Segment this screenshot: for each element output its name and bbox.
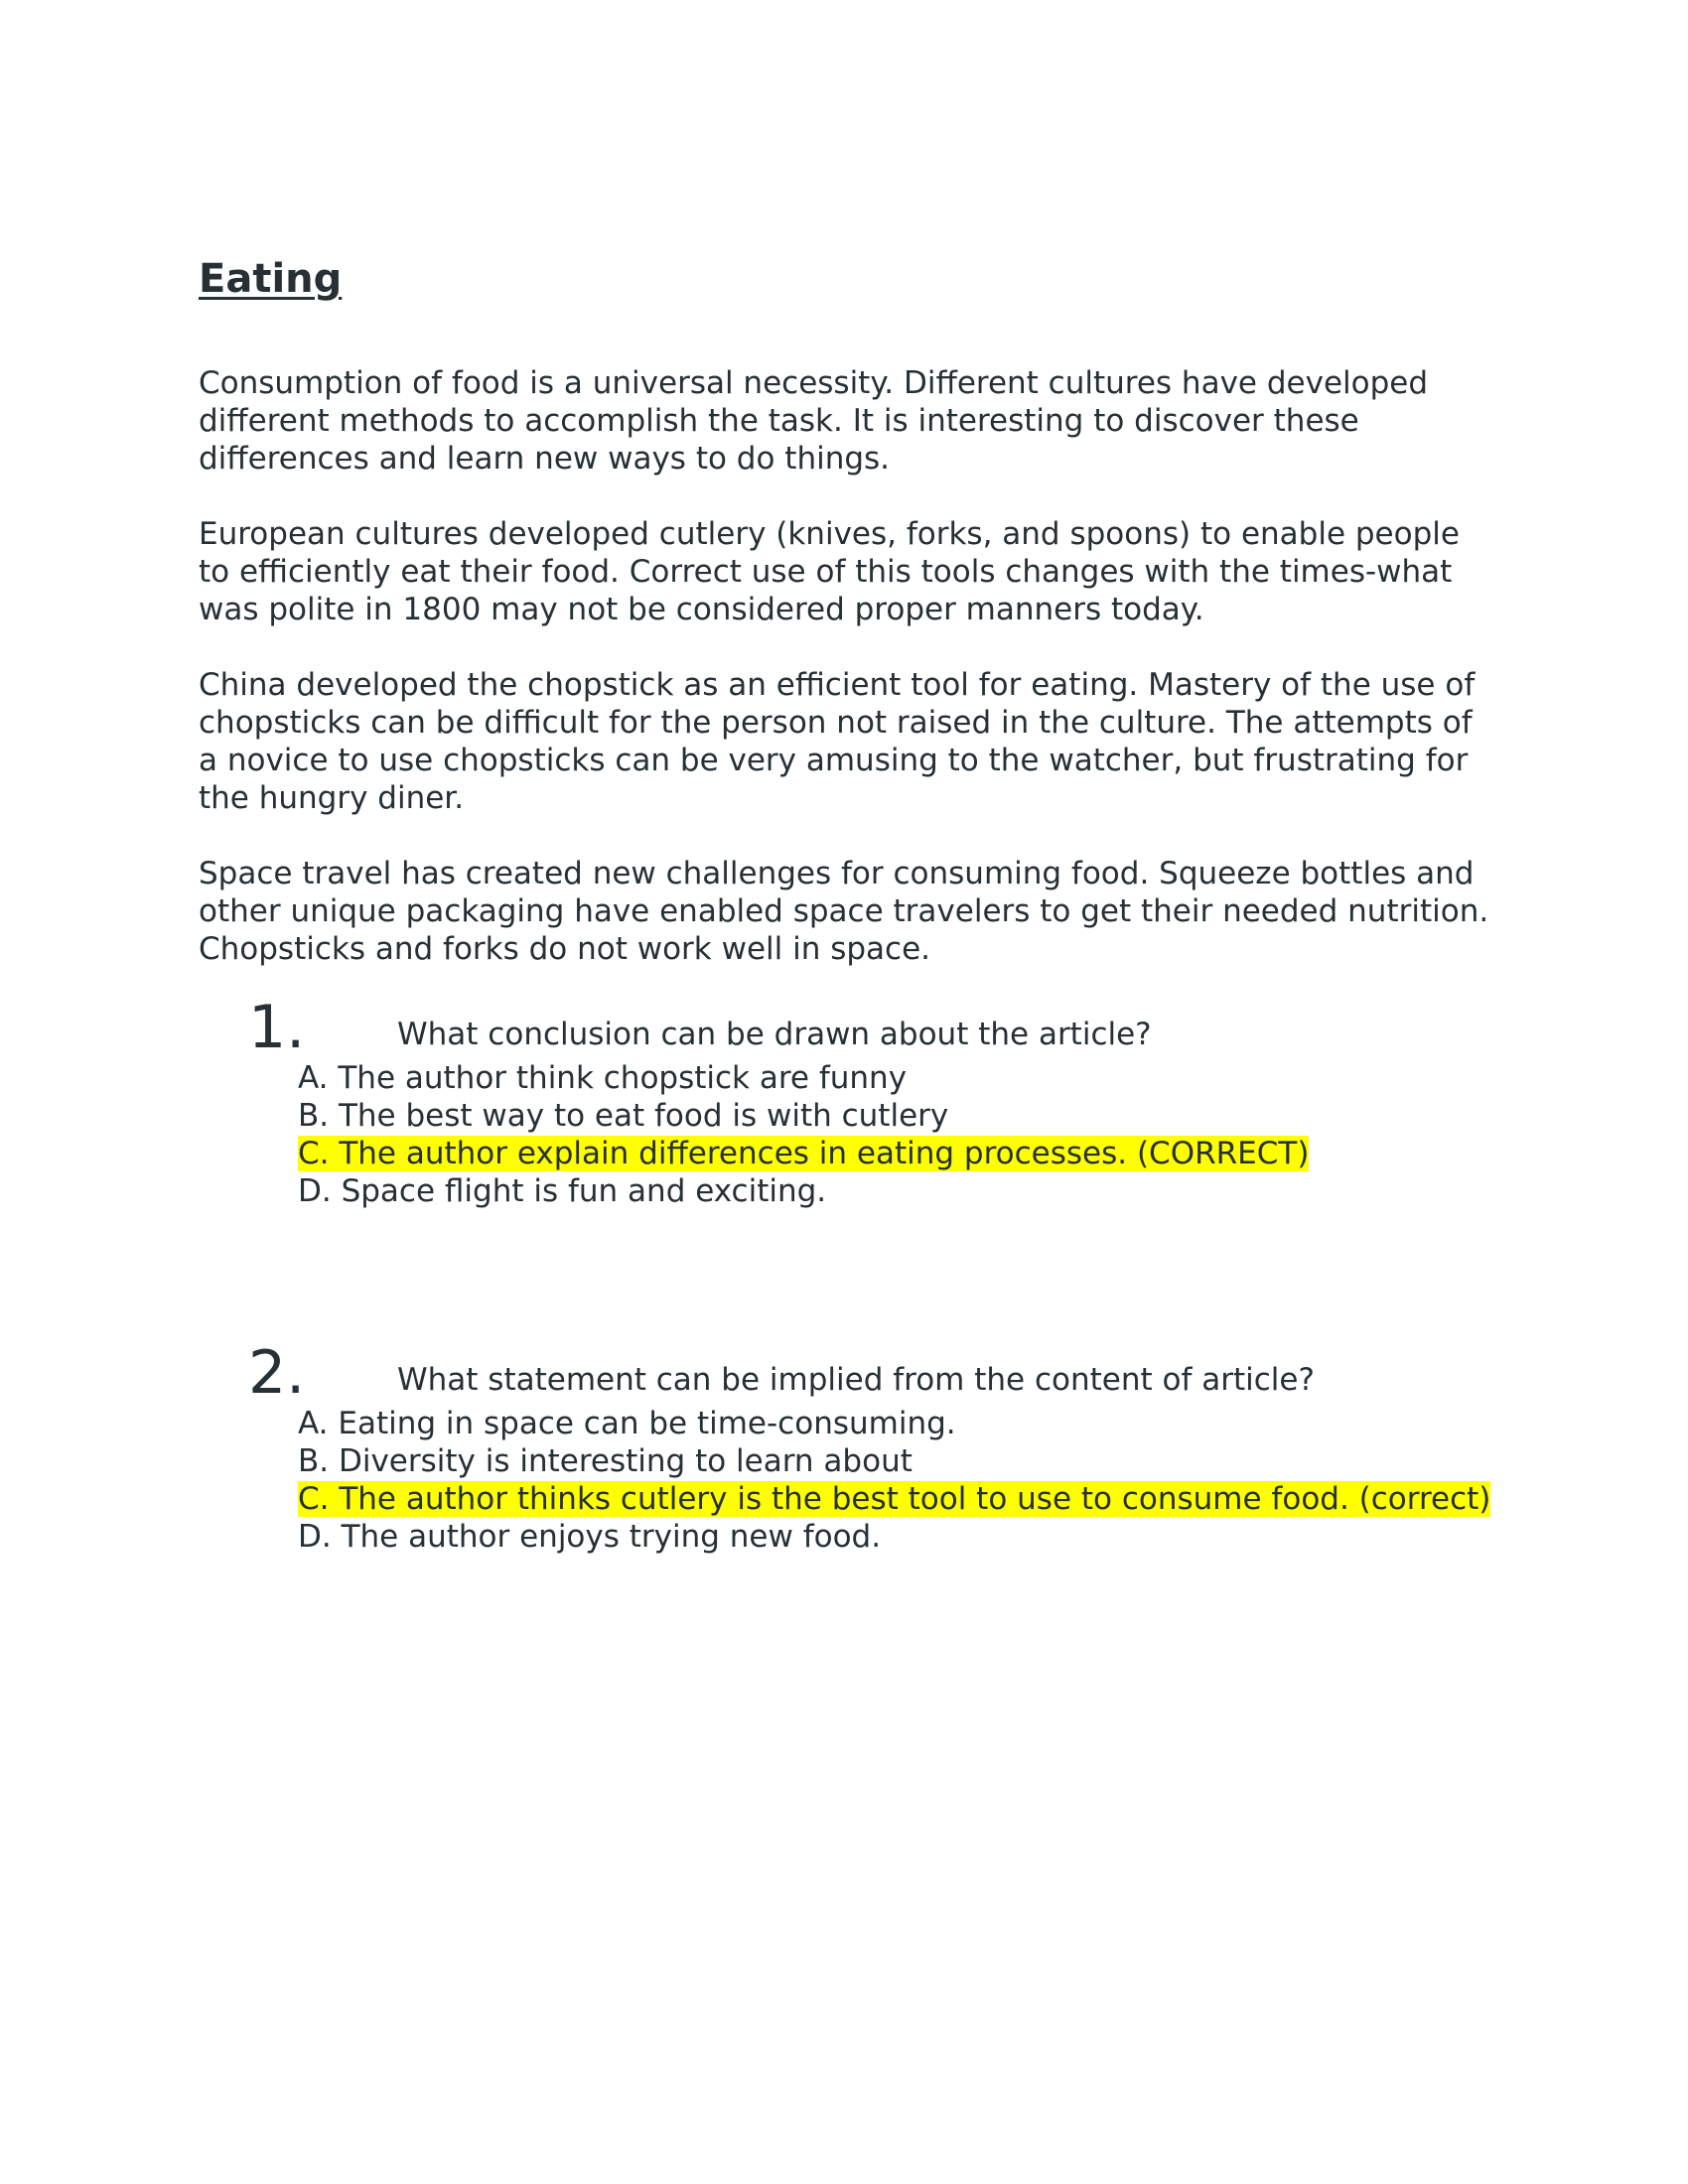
question-text: What conclusion can be drawn about the article? — [397, 1017, 1152, 1052]
question-1 — [199, 993, 1489, 1210]
answer-option — [298, 1097, 1489, 1135]
document-title: Eating — [199, 256, 343, 302]
answer-option — [298, 1172, 1489, 1210]
answer-option — [298, 1518, 1489, 1556]
paragraph-space: Space travel has created new challenges for consuming food. Squeeze bottles and other unique packaging have enabled space travelers to get their needed nutrition. Chopsticks and forks do not work well in space. — [199, 856, 1489, 967]
answer-option — [298, 1059, 1489, 1097]
answer-option-text: D. The author enjoys trying new food. — [298, 1519, 882, 1555]
question-2 — [199, 1338, 1491, 1556]
highlighted-answer-text: C. The author thinks cutlery is the best tool to use to consume food. (correct) — [298, 1481, 1491, 1517]
paragraph-intro: Consumption of food is a universal necessity. Different cultures have developed different methods to accomplish the task. It is interesting to discover these differences and learn new ways to do things. — [199, 365, 1429, 477]
highlighted-answer-text: C. The author explain differences in eating processes. (CORRECT) — [298, 1136, 1310, 1171]
paragraph-european: European cultures developed cutlery (knives, forks, and spoons) to enable people to efficiently eat their food. Correct use of this tools changes with the times-what was polite in 1800 may not be considered proper manners today. — [199, 516, 1460, 627]
answer-option-text: D. Space flight is fun and exciting. — [298, 1173, 827, 1209]
answer-option-correct — [298, 1135, 1489, 1172]
answer-option — [298, 1442, 1489, 1480]
paragraph-china: China developed the chopstick as an efficient tool for eating. Mastery of the use of chopsticks can be difficult for the person not raised in the culture. The attempts of a novice to use chopsticks can be very amusing to the watcher, but frustrating for the hungry diner. — [199, 667, 1476, 816]
spacer — [199, 1210, 1489, 1319]
answer-option — [298, 1405, 1489, 1442]
answer-options — [298, 1405, 1489, 1556]
answer-options — [298, 1059, 1489, 1210]
answer-option-text: B. Diversity is interesting to learn about — [298, 1443, 913, 1479]
question-number: 1. — [248, 993, 306, 1062]
question-number: 2. — [248, 1338, 306, 1408]
answer-option-text: A. Eating in space can be time-consuming. — [298, 1406, 956, 1441]
question-text: What statement can be implied from the content of article? — [397, 1362, 1315, 1398]
answer-option-text: A. The author think chopstick are funny — [298, 1060, 908, 1096]
answer-option-text: B. The best way to eat food is with cutlery — [298, 1098, 949, 1134]
answer-option-correct — [298, 1480, 1489, 1518]
document-page — [199, 253, 1489, 1556]
